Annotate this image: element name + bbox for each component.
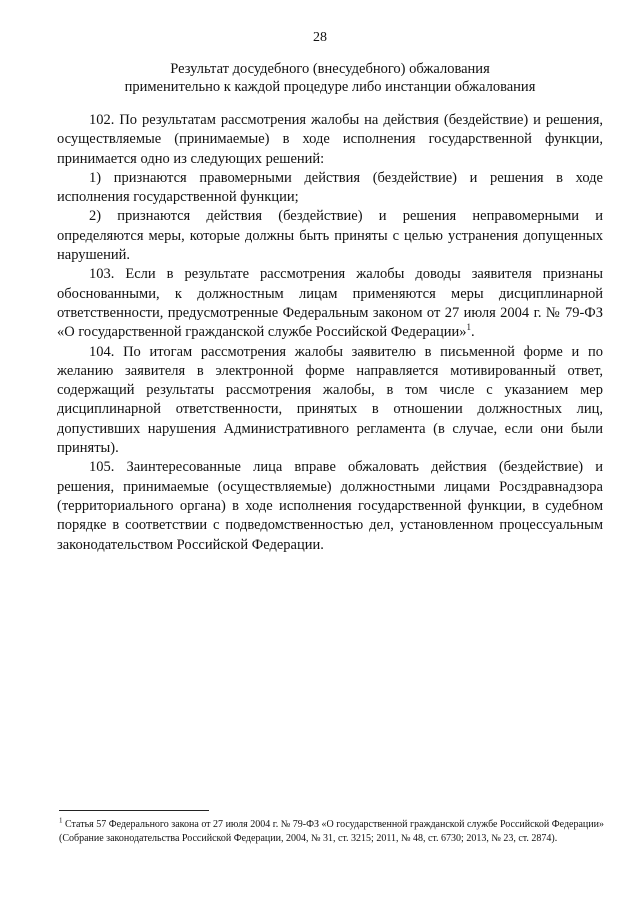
paragraph-104: 104. По итогам рассмотрения жалобы заявителю в письменной форме и по желанию заявителя в электронной форме направляется мотивированный ответ, содержащий результаты рассмотрения жалобы, в том числе с указанием мер дисциплинарной ответственности, принятых в отношении должностных лиц, допустивших нарушения Административного регламента (в случае, если они были приняты). xyxy=(57,343,603,457)
section-title-line-2: применительно к каждой процедуре либо инстанции обжалования xyxy=(124,79,536,95)
section-title-line-1: Результат досудебного (внесудебного) обжалования xyxy=(170,61,490,77)
paragraph-103-text: 103. Если в результате рассмотрения жалобы доводы заявителя признаны обоснованными, к должностным лицам применяются меры дисциплинарной ответственности, предусмотренные Федеральным законом от 27 июля 2004 г. № 79-ФЗ «О государственной гражданской службе Российской Федерации» xyxy=(57,266,603,341)
paragraph-102: 102. По результатам рассмотрения жалобы на действия (бездействие) и решения, осуществляемые (принимаемые) в ходе исполнения государственной функции, принимается одно из следующих решений: xyxy=(57,112,603,167)
paragraph-102-item-1: 1) признаются правомерными действия (бездействие) и решения в ходе исполнения государственной функции; xyxy=(57,169,603,206)
body-text xyxy=(57,111,603,555)
page-number: 28 xyxy=(313,30,327,45)
footnote-paragraph xyxy=(59,818,604,845)
footnote-text: Статья 57 Федерального закона от 27 июля 2004 г. № 79-ФЗ «О государственной гражданской службе Российской Федерации» (Собрание законодательства Российской Федерации, 2004, № 31, ст. 3215; 2011, № 48, ст. 6730; 2013, № 23, ст. 2874). xyxy=(59,819,604,844)
footnote-marker: 1 xyxy=(59,816,63,825)
footnote-reference: 1 xyxy=(466,322,472,333)
paragraph-103 xyxy=(57,265,603,342)
paragraph-105: 105. Заинтересованные лица вправе обжаловать действия (бездействие) и решения, принимаемые (осуществляемые) должностными лицами Росздравнадзора (территориального органа) в ходе исполнения государственной функции, в судебном порядке в соответствии с подведомственностью дел, установленном процессуальным законодательством Российской Федерации. xyxy=(57,459,603,553)
paragraph-102-item-2: 2) признаются действия (бездействие) и решения неправомерными и определяются меры, которые должны быть приняты с целью устранения допущенных нарушений. xyxy=(57,208,603,264)
section-title xyxy=(100,60,560,96)
footnote xyxy=(59,818,604,845)
paragraph-103-end: . xyxy=(471,324,475,341)
footnote-divider xyxy=(59,810,209,811)
